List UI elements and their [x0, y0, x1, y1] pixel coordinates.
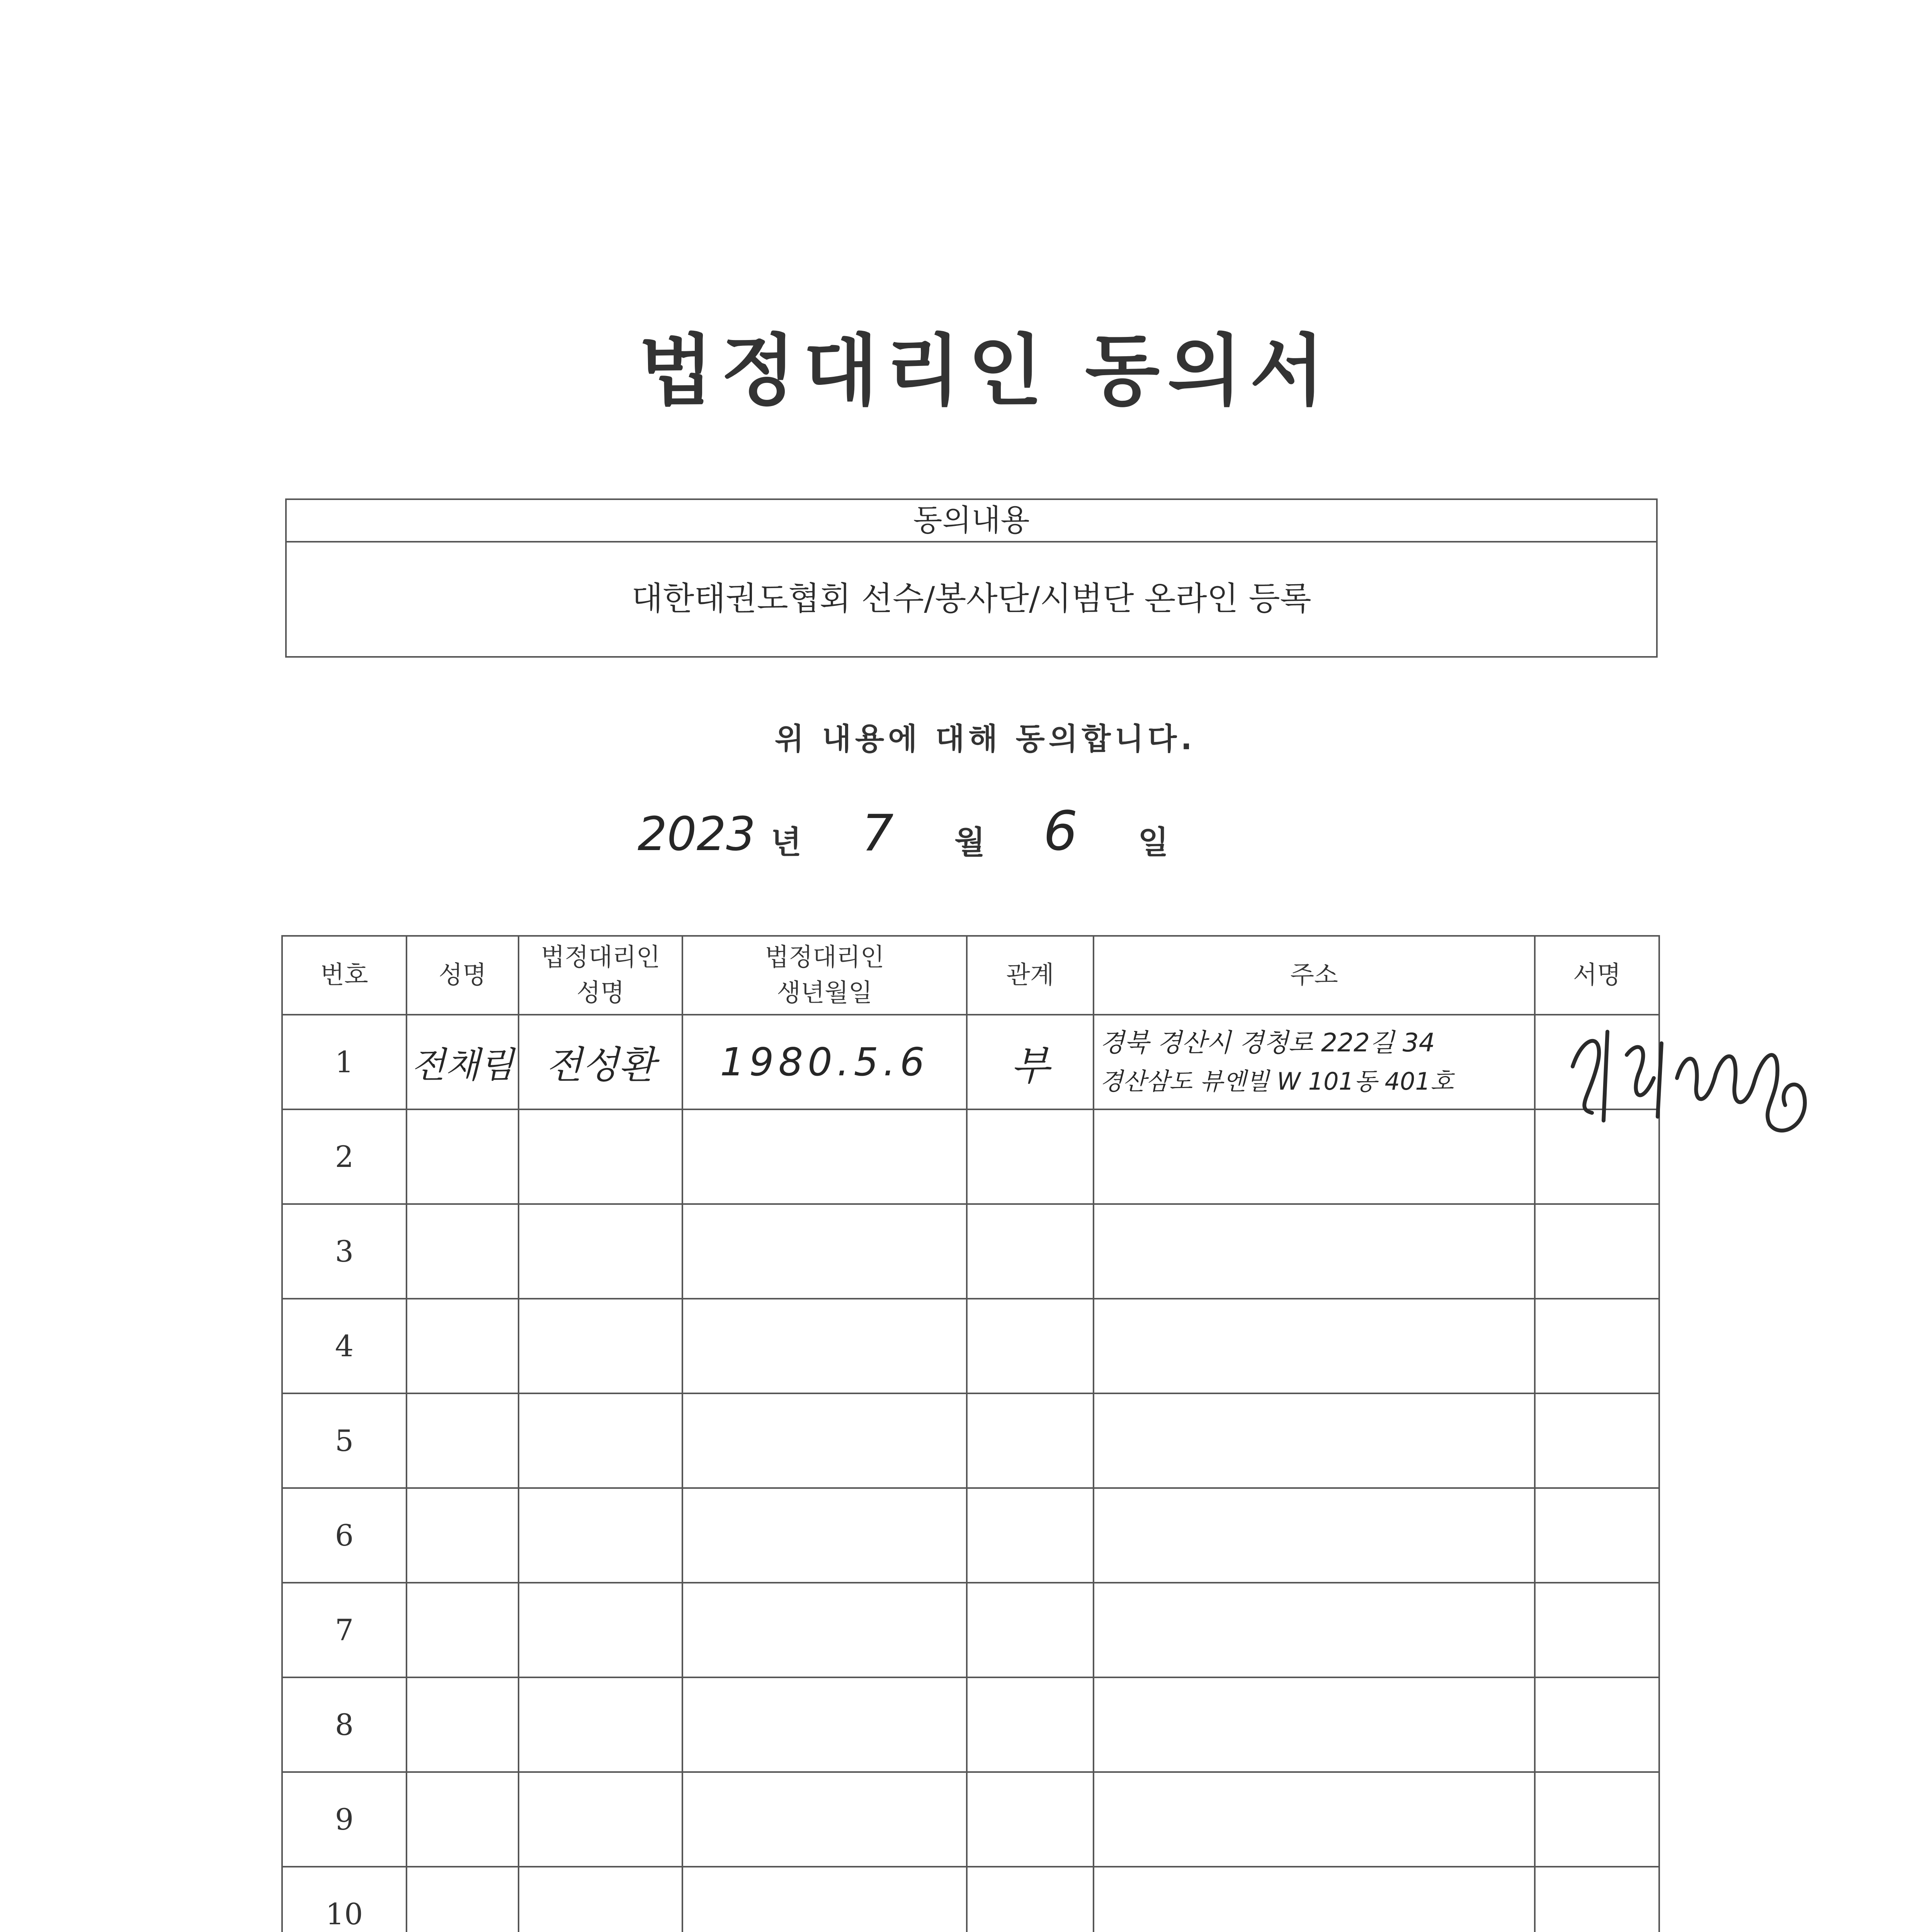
cell-guardian-birth[interactable] [682, 1772, 967, 1867]
cell-number: 7 [282, 1583, 406, 1677]
consent-header: 동의내용 [287, 500, 1656, 543]
cell-name[interactable] [406, 1583, 519, 1677]
cell-guardian-name[interactable] [519, 1204, 682, 1299]
cell-name[interactable] [406, 1393, 519, 1488]
registration-table [281, 935, 1660, 1932]
header-relation: 관계 [967, 936, 1094, 1015]
cell-signature[interactable] [1535, 1772, 1659, 1867]
cell-name[interactable] [406, 1015, 519, 1109]
cell-name-value: 전채림 [411, 1044, 514, 1086]
cell-guardian-birth[interactable] [682, 1299, 967, 1393]
table-row [282, 1109, 1659, 1204]
cell-number: 9 [282, 1772, 406, 1867]
cell-name[interactable] [406, 1204, 519, 1299]
cell-number: 2 [282, 1109, 406, 1204]
cell-relation[interactable] [967, 1488, 1094, 1583]
table-row [282, 1488, 1659, 1583]
consent-body: 대한태권도협회 선수/봉사단/시범단 온라인 등록 [631, 580, 1311, 617]
date-day-label: 일 [1138, 824, 1169, 861]
cell-address[interactable] [1094, 1109, 1535, 1204]
consent-box [285, 498, 1658, 658]
cell-number: 8 [282, 1677, 406, 1772]
header-name: 성명 [406, 936, 519, 1015]
cell-signature[interactable] [1535, 1677, 1659, 1772]
header-guardian-name [519, 936, 682, 1015]
cell-guardian-name[interactable] [519, 1299, 682, 1393]
cell-guardian-birth[interactable] [682, 1677, 967, 1772]
cell-guardian-name[interactable] [519, 1772, 682, 1867]
table-row [282, 1204, 1659, 1299]
cell-address-line1: 경북 경산시 경청로 222길 34 [1100, 1027, 1435, 1058]
cell-address[interactable] [1094, 1204, 1535, 1299]
cell-guardian-name[interactable] [519, 1393, 682, 1488]
cell-name[interactable] [406, 1677, 519, 1772]
date-day[interactable]: 6 [1043, 800, 1078, 863]
table-row [282, 1299, 1659, 1393]
cell-address[interactable] [1094, 1867, 1535, 1932]
table-row [282, 1393, 1659, 1488]
header-guardian-name-line1: 법정대리인 [541, 943, 660, 972]
cell-number: 4 [282, 1299, 406, 1393]
table-row [282, 1867, 1659, 1932]
cell-relation[interactable] [967, 1393, 1094, 1488]
cell-relation[interactable] [967, 1109, 1094, 1204]
cell-signature[interactable] [1535, 1867, 1659, 1932]
cell-name[interactable] [406, 1488, 519, 1583]
cell-relation[interactable] [967, 1677, 1094, 1772]
cell-relation[interactable] [967, 1015, 1094, 1109]
cell-guardian-name[interactable] [519, 1109, 682, 1204]
cell-address-line2: 경산삼도 뷰엔빌 W 101동 401호 [1100, 1067, 1454, 1095]
cell-number: 3 [282, 1204, 406, 1299]
cell-address[interactable] [1094, 1677, 1535, 1772]
cell-address[interactable] [1094, 1299, 1535, 1393]
cell-address[interactable] [1094, 1393, 1535, 1488]
cell-guardian-birth[interactable] [682, 1393, 967, 1488]
cell-relation[interactable] [967, 1204, 1094, 1299]
cell-guardian-name[interactable] [519, 1677, 682, 1772]
date-year-label: 년 [771, 824, 802, 861]
handwritten-signature [1561, 1009, 1824, 1148]
cell-name[interactable] [406, 1772, 519, 1867]
cell-guardian-birth[interactable] [682, 1204, 967, 1299]
cell-name[interactable] [406, 1299, 519, 1393]
header-guardian-birth [682, 936, 967, 1015]
cell-relation[interactable] [967, 1299, 1094, 1393]
cell-signature[interactable] [1535, 1488, 1659, 1583]
table-row [282, 1772, 1659, 1867]
cell-name[interactable] [406, 1867, 519, 1932]
cell-guardian-name[interactable] [519, 1015, 682, 1109]
cell-signature[interactable] [1535, 1583, 1659, 1677]
table-row [282, 1015, 1659, 1109]
cell-name[interactable] [406, 1109, 519, 1204]
date-month[interactable]: 7 [862, 804, 894, 862]
cell-guardian-birth[interactable] [682, 1109, 967, 1204]
table-header-row [282, 936, 1659, 1015]
header-number: 번호 [282, 936, 406, 1015]
header-guardian-birth-line1: 법정대리인 [765, 943, 884, 972]
header-guardian-name-line2: 성명 [577, 979, 624, 1007]
cell-address[interactable] [1094, 1015, 1535, 1109]
cell-address[interactable] [1094, 1583, 1535, 1677]
cell-relation[interactable] [967, 1867, 1094, 1932]
date-year[interactable]: 2023 [638, 808, 756, 861]
cell-number: 5 [282, 1393, 406, 1488]
cell-number: 10 [282, 1867, 406, 1932]
table-row [282, 1583, 1659, 1677]
header-signature: 서명 [1535, 936, 1659, 1015]
cell-relation[interactable] [967, 1772, 1094, 1867]
cell-guardian-name[interactable] [519, 1583, 682, 1677]
header-address: 주소 [1094, 936, 1535, 1015]
cell-signature[interactable] [1535, 1393, 1659, 1488]
header-guardian-birth-line2: 생년월일 [777, 979, 872, 1007]
cell-guardian-name[interactable] [519, 1867, 682, 1932]
cell-signature[interactable] [1535, 1299, 1659, 1393]
date-month-label: 월 [954, 824, 985, 861]
cell-relation-value: 부 [1010, 1042, 1050, 1089]
cell-address[interactable] [1094, 1488, 1535, 1583]
cell-guardian-birth-value: 1980.5.6 [720, 1039, 929, 1085]
page-title: 법정대리인 동의서 [638, 326, 1332, 416]
cell-guardian-name[interactable] [519, 1488, 682, 1583]
cell-guardian-name-value: 전성환 [545, 1043, 655, 1087]
cell-guardian-birth[interactable] [682, 1583, 967, 1677]
cell-guardian-birth[interactable] [682, 1488, 967, 1583]
cell-signature[interactable] [1535, 1204, 1659, 1299]
cell-address[interactable] [1094, 1772, 1535, 1867]
cell-number: 1 [282, 1015, 406, 1109]
agree-statement: 위 내용에 대해 동의합니다. [775, 722, 1196, 757]
cell-guardian-birth[interactable] [682, 1867, 967, 1932]
cell-relation[interactable] [967, 1583, 1094, 1677]
cell-guardian-birth[interactable] [682, 1015, 967, 1109]
table-row [282, 1677, 1659, 1772]
cell-number: 6 [282, 1488, 406, 1583]
